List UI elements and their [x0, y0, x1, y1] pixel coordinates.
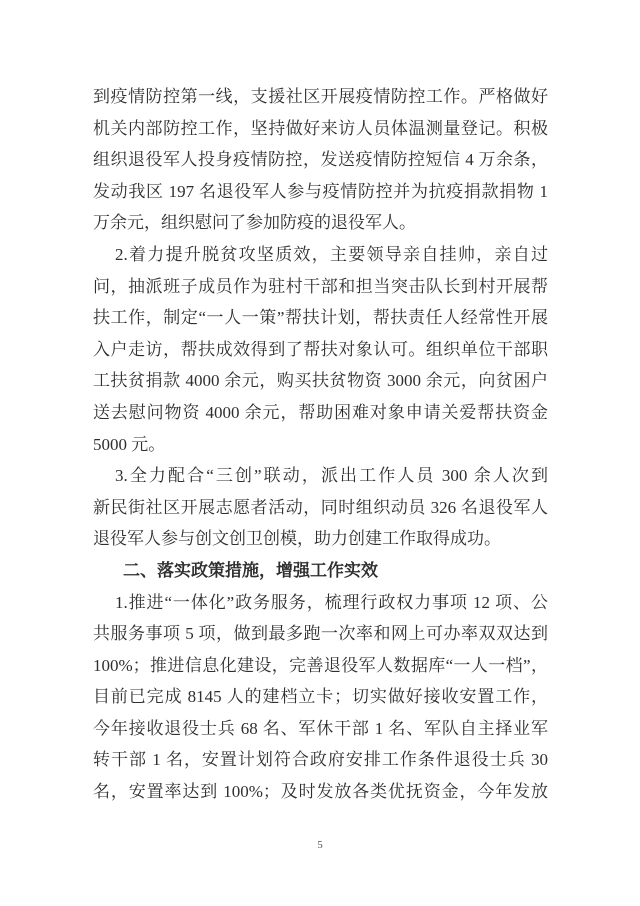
text-line: 组织退役军人投身疫情防控，发送疫情防控短信 4 万余条， — [93, 150, 548, 170]
text-line: 转干部 1 名，安置计划符合政府安排工作条件退役士兵 30 — [93, 750, 548, 770]
text-line: 问，抽派班子成员作为驻村干部和担当突击队长到村开展帮 — [93, 276, 548, 296]
text-line: 5000 元。 — [93, 434, 166, 454]
text-line: 工扶贫捐款 4000 余元，购买扶贫物资 3000 余元，向贫困户 — [93, 371, 548, 391]
text-line: 新民街社区开展志愿者活动，同时组织动员 326 名退役军人 — [93, 497, 548, 517]
text-line-paragraph-2-start: 2.着力提升脱贫攻坚质效，主要领导亲自挂帅，亲自过 — [115, 244, 548, 264]
text-line: 机关内部防控工作，坚持做好来访人员体温测量登记。积极 — [93, 118, 548, 138]
text-line: 名，安置率达到 100%；及时发放各类优抚资金，今年发放 — [93, 782, 548, 802]
section-heading: 二、落实政策措施，增强工作实效 — [123, 560, 378, 580]
text-line: 共服务事项 5 项，做到最多跑一次率和网上可办率双双达到 — [93, 624, 548, 644]
text-line: 目前已完成 8145 人的建档立卡；切实做好接收安置工作， — [93, 687, 548, 707]
text-line: 扶工作，制定“一人一策”帮扶计划，帮扶责任人经常性开展 — [93, 308, 548, 328]
text-line: 万余元，组织慰问了参加防疫的退役军人。 — [93, 213, 416, 233]
text-line: 退役军人参与创文创卫创模，助力创建工作取得成功。 — [93, 529, 501, 549]
text-line: 今年接收退役士兵 68 名、军休干部 1 名、军队自主择业军 — [93, 718, 548, 738]
document-body — [93, 81, 548, 808]
text-line-paragraph-3-start: 3.全力配合“三创”联动，派出工作人员 300 余人次到 — [115, 466, 548, 486]
text-line: 入户走访，帮扶成效得到了帮扶对象认可。组织单位干部职 — [93, 339, 548, 359]
text-line-paragraph-1-start: 1.推进“一体化”政务服务，梳理行政权力事项 12 项、公 — [115, 592, 548, 612]
text-line: 到疫情防控第一线，支援社区开展疫情防控工作。严格做好 — [93, 87, 548, 106]
page-number: 5 — [317, 839, 323, 851]
text-line: 发动我区 197 名退役军人参与疫情防控并为抗疫捐款捐物 1 — [93, 181, 548, 201]
text-line: 送去慰问物资 4000 余元，帮助困难对象申请关爱帮扶资金 — [93, 402, 548, 422]
text-line: 100%；推进信息化建设，完善退役军人数据库“一人一档”， — [93, 655, 548, 675]
